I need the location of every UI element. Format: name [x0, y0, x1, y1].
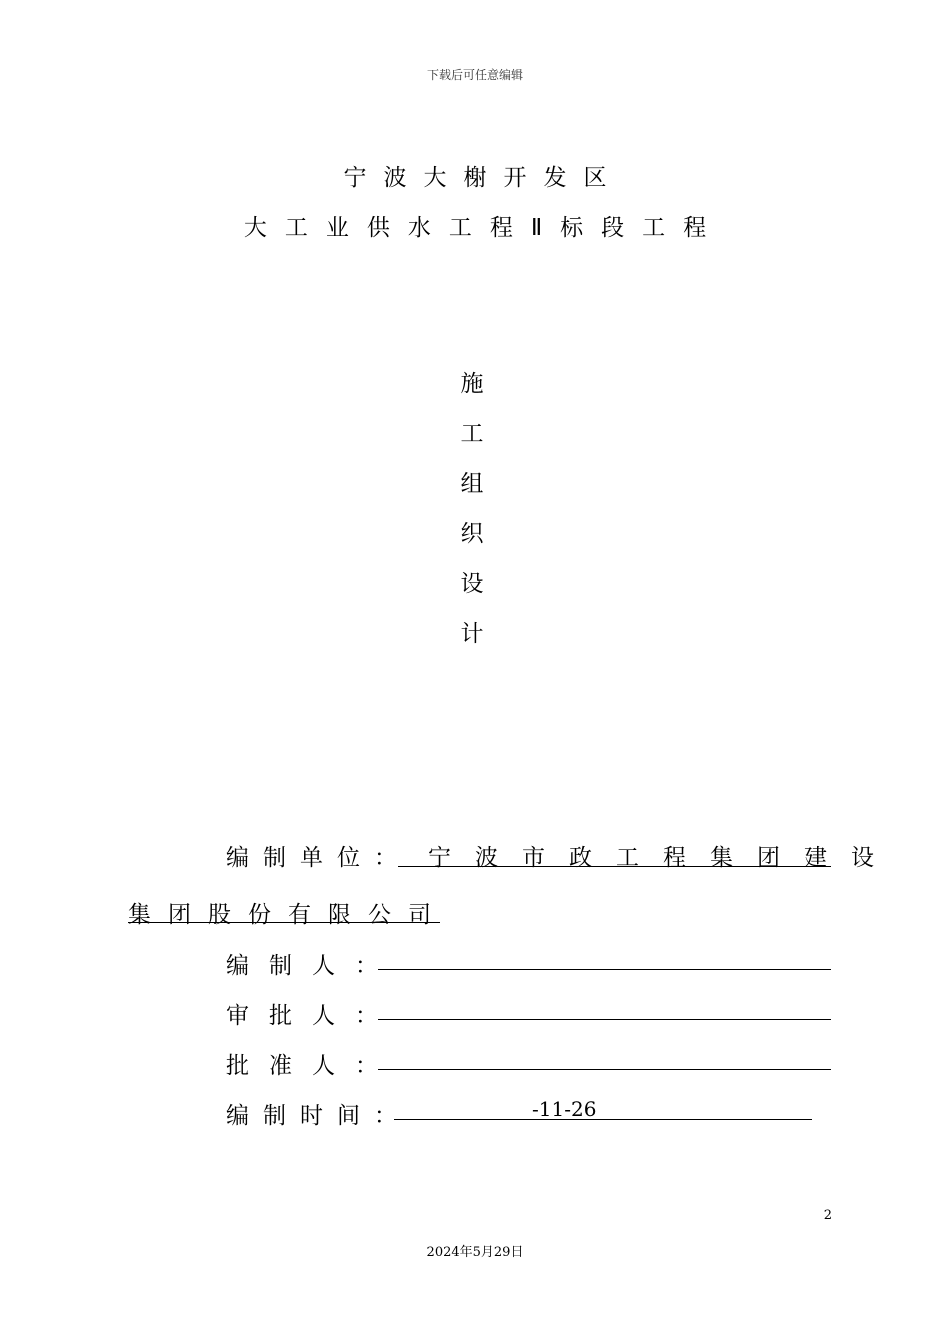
page-number: 2 — [823, 1208, 832, 1223]
unit-value-line-1: 宁波市政工程集团建设 — [428, 845, 898, 871]
doc-type-char: 设 — [460, 571, 484, 597]
footer-date: 2024年5月29日 — [426, 1245, 524, 1260]
unit-value-line-2: 集团股份有限公司 — [128, 902, 448, 928]
header-note: 下载后可任意编辑 — [426, 68, 523, 82]
doc-type-char: 工 — [460, 421, 484, 447]
doc-type-char: 织 — [460, 521, 484, 547]
title-line-1: 宁波大榭开发区 — [343, 165, 624, 191]
unit-label: 编制单位： — [226, 845, 411, 871]
date-field-line[interactable] — [394, 1119, 812, 1120]
author-field-line[interactable] — [378, 969, 831, 970]
reviewer-label: 审批人： — [226, 1003, 398, 1029]
doc-type-char: 组 — [460, 471, 484, 497]
reviewer-field-line[interactable] — [378, 1019, 831, 1020]
approver-field-line[interactable] — [378, 1069, 831, 1070]
doc-type-char: 施 — [460, 371, 484, 397]
doc-type-char: 计 — [460, 621, 484, 647]
author-label: 编制人： — [226, 953, 398, 979]
date-label: 编制时间： — [226, 1103, 411, 1129]
date-value: -11-26 — [532, 1097, 597, 1121]
approver-label: 批准人： — [226, 1053, 398, 1079]
title-line-2: 大工业供水工程Ⅱ标段工程 — [243, 215, 725, 241]
